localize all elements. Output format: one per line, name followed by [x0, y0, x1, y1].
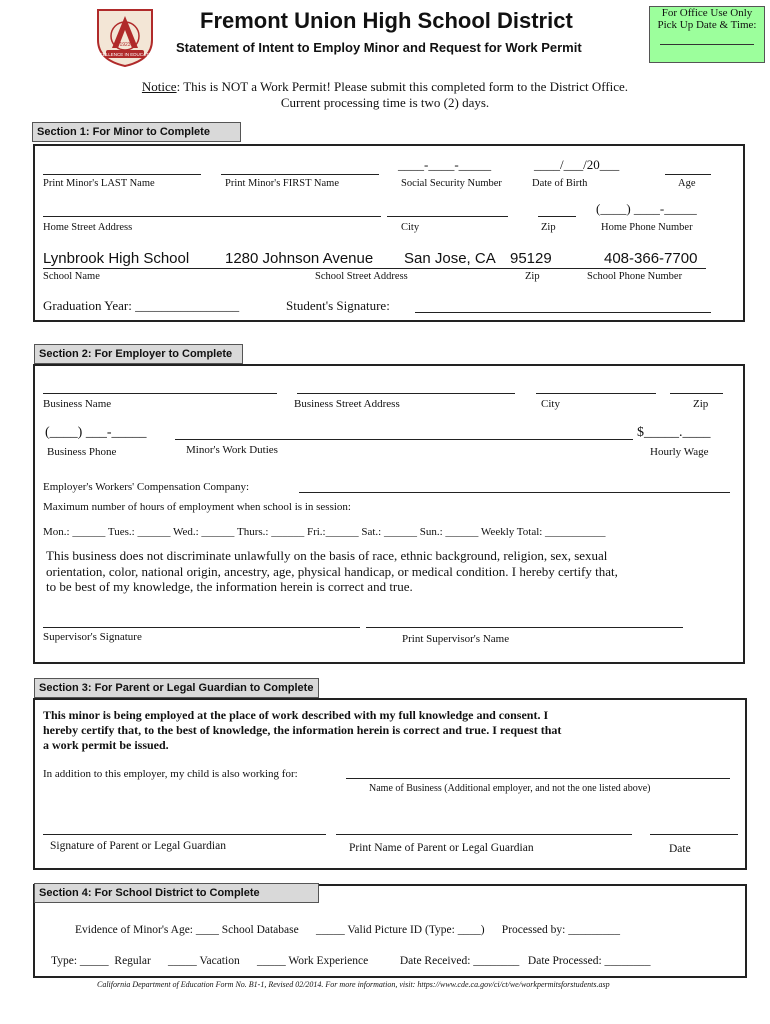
statement-line3: to be best of my knowledge, the information herein is correct and true.	[46, 579, 413, 594]
school-city-value[interactable]: San Jose, CA	[404, 250, 496, 267]
parent-signature-field[interactable]	[43, 834, 326, 835]
additional-employer-field[interactable]	[346, 778, 730, 779]
school-name-value[interactable]: Lynbrook High School	[43, 250, 190, 267]
dob-field[interactable]: ____/___/20___	[534, 157, 620, 172]
consent-line1: This minor is being employed at the place of work described with my full knowledge and consent. I	[43, 708, 549, 722]
section1-tab: Section 1: For Minor to Complete	[32, 122, 241, 142]
section3-tab: Section 3: For Parent or Legal Guardian to Complete	[34, 678, 319, 698]
home-phone-field[interactable]: (____) ____-_____	[596, 201, 697, 216]
home-address-field[interactable]	[43, 216, 381, 217]
supervisor-name-field[interactable]	[366, 627, 683, 628]
form-subtitle: Statement of Intent to Employ Minor and Request for Work Permit	[176, 40, 582, 55]
label-school: School Name	[43, 271, 100, 282]
school-line	[43, 268, 706, 269]
section4-row1[interactable]: Evidence of Minor's Age: ____ School Database _____ Valid Picture ID (Type: ____) Processed by: _________	[75, 924, 620, 936]
section1-box	[33, 144, 745, 322]
weekly-hours-fields[interactable]: Mon.: ______ Tues.: ______ Wed.: ______ Thurs.: ______ Fri.:______ Sat.: ______ Sun.: ______ Weekly Total: ___________	[43, 526, 606, 538]
label-first: Print Minor's FIRST Name	[225, 178, 339, 189]
label-parent-signature: Signature of Parent or Legal Guardian	[50, 840, 226, 852]
student-signature-field[interactable]	[415, 312, 711, 313]
graduation-year-field[interactable]: Graduation Year: ________________	[43, 298, 240, 313]
business-zip-field[interactable]	[670, 393, 723, 394]
business-name-field[interactable]	[43, 393, 277, 394]
label-school-zip: Zip	[525, 271, 540, 282]
ssn-field[interactable]: ____-____-_____	[398, 157, 492, 172]
label-home-phone: Home Phone Number	[601, 222, 693, 233]
consent-line2: hereby certify that, to the best of knowledge, the information herein is correct and true. I request that	[43, 723, 562, 737]
label-supervisor-signature: Supervisor's Signature	[43, 631, 142, 643]
business-phone-field[interactable]: (____) ___-_____	[45, 425, 147, 440]
statement-line1: This business does not discriminate unlawfully on the basis of race, ethnic background, religion, sex, sexual	[46, 548, 608, 563]
school-address-value[interactable]: 1280 Johnson Avenue	[225, 250, 374, 267]
city-field[interactable]	[387, 216, 508, 217]
section2-tab: Section 2: For Employer to Complete	[34, 344, 243, 364]
label-hourly-wage: Hourly Wage	[650, 446, 709, 458]
district-logo	[92, 6, 158, 68]
pickup-label: Pick Up Date & Time:	[657, 19, 757, 31]
parent-date-field[interactable]	[650, 834, 738, 835]
first-name-field[interactable]	[221, 174, 379, 175]
notice-line1: Notice: This is NOT a Work Permit! Please submit this completed form to the District Office.	[141, 79, 629, 94]
label-age: Age	[678, 178, 696, 189]
label-also-working: In addition to this employer, my child is also working for:	[43, 768, 298, 780]
label-business-zip: Zip	[693, 398, 709, 410]
label-school-address: School Street Address	[315, 271, 408, 282]
label-last: Print Minor's LAST Name	[43, 178, 155, 189]
pickup-field[interactable]	[660, 44, 754, 45]
business-address-field[interactable]	[297, 393, 515, 394]
label-school-phone: School Phone Number	[587, 271, 683, 282]
label-parent-date: Date	[669, 843, 691, 855]
section4-row2[interactable]: Type: _____ Regular _____ Vacation _____ Work Experience Date Received: ________ Date Processed: ________	[51, 955, 651, 967]
svg-text:1923: 1923	[119, 42, 131, 48]
student-signature-label: Student's Signature:	[286, 298, 390, 313]
label-business-name: Business Name	[43, 398, 112, 410]
supervisor-signature-field[interactable]	[43, 627, 360, 628]
consent-line3: a work permit be issued.	[43, 738, 169, 752]
label-max-hours: Maximum number of hours of employment when school is in session:	[43, 501, 351, 513]
parent-name-field[interactable]	[336, 834, 632, 835]
label-parent-name: Print Name of Parent or Legal Guardian	[349, 842, 534, 854]
section4-tab: Section 4: For School District to Complete	[34, 883, 319, 903]
label-supervisor-name: Print Supervisor's Name	[402, 633, 510, 645]
label-dob: Date of Birth	[532, 178, 588, 189]
office-use-label: For Office Use Only	[661, 7, 753, 19]
hourly-wage-field[interactable]: $_____.____	[637, 425, 711, 440]
office-use-box	[649, 6, 765, 63]
business-city-field[interactable]	[536, 393, 656, 394]
label-additional-employer: Name of Business (Additional employer, and not the one listed above)	[369, 783, 651, 794]
label-home: Home Street Address	[43, 222, 133, 233]
work-duties-field[interactable]	[175, 439, 633, 440]
label-ssn: Social Security Number	[401, 178, 502, 189]
label-zip: Zip	[541, 222, 556, 233]
svg-text:EXCELLENCE IN EDUCATION: EXCELLENCE IN EDUCATION	[93, 52, 157, 57]
last-name-field[interactable]	[43, 174, 201, 175]
label-workers-comp: Employer's Workers' Compensation Company:	[43, 481, 250, 493]
school-zip-value[interactable]: 95129	[510, 250, 552, 267]
statement-line2: orientation, color, national origin, ancestry, age, physical handicap, or medical condition. I hereby certify that,	[46, 564, 618, 579]
label-city: City	[401, 222, 420, 233]
workers-comp-field[interactable]	[299, 492, 730, 493]
label-business-city: City	[541, 398, 560, 410]
age-field[interactable]	[665, 174, 711, 175]
notice-line2: Current processing time is two (2) days.	[280, 95, 490, 110]
label-work-duties: Minor's Work Duties	[186, 444, 278, 456]
form-title: Fremont Union High School District	[200, 8, 573, 33]
footer-note: California Department of Education Form No. B1-1, Revised 02/2014. For more information, visit: https://www.cde.ca.gov/ci/ct/we/workpermitsforstudents.asp	[97, 980, 610, 989]
label-business-address: Business Street Address	[294, 398, 400, 410]
zip-field[interactable]	[538, 216, 576, 217]
label-business-phone: Business Phone	[47, 446, 117, 458]
school-phone-value[interactable]: 408-366-7700	[604, 250, 698, 267]
